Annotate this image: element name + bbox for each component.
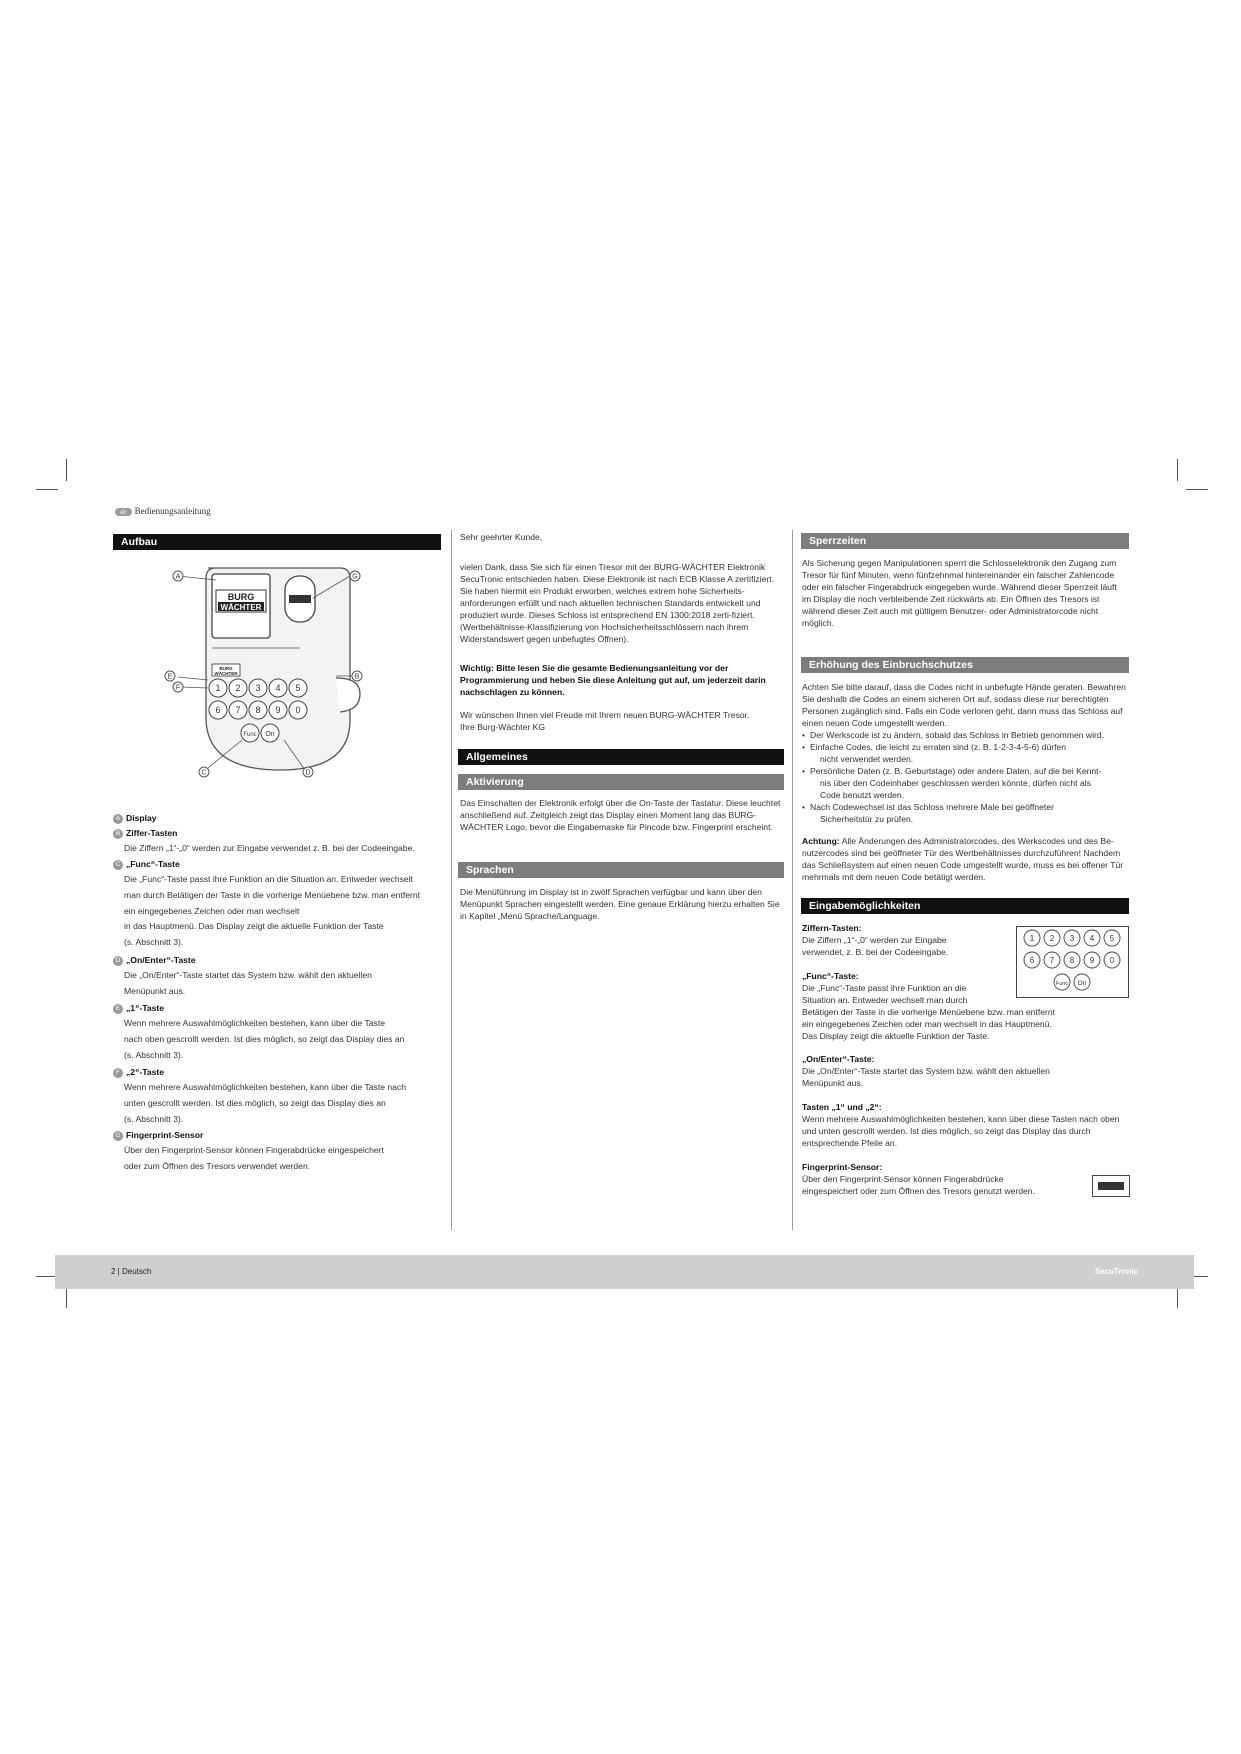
section-title-aufbau: Aufbau — [113, 534, 441, 550]
intro-text: vielen Dank, dass Sie sich für einen Tresor mit der BURG-WÄCHTER Elektronik SecuTronic entschieden haben. Diese Elektronik ist nach ECB Klasse A zertifiziert. Sie haben hiermit ein Produkt erworben, welches extrem hohe Sicherheits-anforderungen erfüllt und nach aktuellen technischen Standards entwickelt und produziert wurde. Dieses Schloss ist entsprechend EN 1300:2018 zerti-fiziert. (Wertbehältnisse-Klassifizierung von Hochsicherheitsschlössern nach ihrem Widerstandswert gegen unbefugtes Öffnen). — [460, 562, 774, 644]
ziffern-block: Ziffern-Tasten: Die Ziffern „1“-„0“ werden zur Eingabe verwendet, z. B. bei der Codeeingabe. — [802, 923, 949, 957]
svg-text:4: 4 — [1089, 934, 1095, 943]
page-footer — [55, 1255, 1194, 1289]
legend-b: B Ziffer-Tasten — [113, 826, 177, 841]
header-title: Bedienungsanleitung — [134, 506, 211, 516]
legend-g: G Fingerprint-Sensor — [113, 1128, 203, 1143]
key-4: 4 — [275, 683, 281, 693]
achtung-text: Achtung: Alle Änderungen des Administratorcodes, des Werkscodes und des Be-nutzercodes sind bei geöffneter Tür des Wertbehältnisses durchzuführen! Nachdem das Schließsystem auf einen neuen Code umgestellt wurde, muss es bei offener Tür mehrmals mit dem neuen Code betätigt werden. — [802, 836, 1124, 882]
key-2: 2 — [235, 683, 241, 693]
legend-f: F „2“-Taste — [113, 1065, 164, 1080]
key-8: 8 — [255, 705, 261, 715]
footer-product: SecuTronic — [1094, 1267, 1138, 1276]
legend-d: D „On/Enter“-Taste — [113, 953, 196, 968]
language-badge: de — [115, 508, 132, 516]
fingerprint-block: Fingerprint-Sensor: Über den Fingerprint-Sensor können Fingerabdrücke eingespeichert oder zum Öffnen des Tresors genutzt werden. — [802, 1162, 1035, 1196]
keypad-diagram — [160, 560, 380, 780]
logo-line1: BURG — [227, 592, 255, 602]
important-notice: Wichtig: Bitte lesen Sie die gesamte Bedienungsanleitung vor der Programmierung und heben Sie diese Anleitung gut auf, um jederzeit darin nachschlagen zu können. — [460, 663, 766, 697]
fingerprint-icon — [1092, 1175, 1130, 1197]
key-6: 6 — [215, 705, 221, 715]
section-title-erhoehung: Erhöhung des Einbruchschutzes — [801, 657, 1129, 673]
callout-e: E — [167, 673, 173, 681]
svg-text:On: On — [1077, 980, 1087, 987]
crop-mark — [1186, 489, 1208, 490]
section-title-sprachen: Sprachen — [458, 862, 784, 878]
small-logo-2: WÄCHTER — [214, 671, 238, 676]
small-logo-1: BURG — [219, 666, 233, 671]
crop-mark — [1177, 459, 1178, 481]
legend-e: E „1“-Taste — [113, 1001, 164, 1016]
legend-a: A Display — [113, 811, 157, 826]
closing-text: Wir wünschen Ihnen viel Freude mit Ihrem neuen BURG-WÄCHTER Tresor. Ihre Burg-Wächter KG — [460, 710, 750, 732]
key-0: 0 — [295, 705, 301, 715]
callout-f: F — [175, 684, 181, 692]
legend-e-text: Wenn mehrere Auswahlmöglichkeiten bestehen, kann über die Taste nach oben gescrollt werden. Ist dies möglich, so zeigt das Display dies an (s. Abschnitt 3). — [124, 1018, 405, 1060]
svg-text:5: 5 — [1109, 934, 1115, 943]
legend-b-text: Die Ziffern „1“-„0“ werden zur Eingabe verwendet z. B. bei der Codeeingabe. — [124, 843, 415, 853]
crop-mark — [66, 459, 67, 481]
aktivierung-text: Das Einschalten der Elektronik erfolgt über die On-Taste der Tastatur. Diese leuchtet anschließend auf. Zeitgleich zeigt das Display einen Moment lang das BURG-WÄCHTER Logo, bevor die Eingabemaske für Pincode bzw. Fingerprint erscheint. — [460, 798, 781, 832]
svg-text:1: 1 — [1029, 934, 1035, 943]
section-title-eingabe: Eingabemöglichkeiten — [801, 898, 1129, 914]
svg-text:0: 0 — [1109, 956, 1115, 965]
legend-g-text: Über den Fingerprint-Sensor können Fingerabdrücke eingespeichert oder zum Öffnen des Tresors verwendet werden. — [124, 1145, 384, 1171]
sprachen-text: Die Menüführung im Display ist in zwölf Sprachen verfügbar und kann über den Menüpunkt Sprachen eingestellt werden. Eine genaue Erklärung hierzu erhalten Sie in Kapitel „Menü Sprache/Language. — [460, 887, 780, 921]
svg-text:Func: Func — [1055, 981, 1069, 987]
legend-f-text: Wenn mehrere Auswahlmöglichkeiten bestehen, kann über die Taste nach unten gescrollt werden. Ist dies möglich, so zeigt das Display dies an (s. Abschnitt 3). — [124, 1082, 407, 1124]
legend-c: C „Func“-Taste — [113, 857, 180, 872]
callout-a: A — [175, 573, 181, 581]
key-5: 5 — [295, 683, 301, 693]
key-3: 3 — [255, 683, 261, 693]
svg-text:9: 9 — [1089, 956, 1095, 965]
page-number: 2 | Deutsch — [111, 1267, 152, 1276]
key-on: On — [265, 731, 275, 738]
logo-line2: WÄCHTER — [220, 603, 262, 612]
svg-text:6: 6 — [1029, 956, 1035, 965]
greeting: Sehr geehrter Kunde, — [460, 532, 543, 542]
page-header — [115, 506, 211, 516]
callout-b: B — [354, 673, 360, 681]
svg-text:2: 2 — [1049, 934, 1055, 943]
callout-c: C — [201, 769, 207, 777]
key-9: 9 — [275, 705, 281, 715]
svg-text:8: 8 — [1069, 956, 1075, 965]
legend-c-text: Die „Func“-Taste passt ihre Funktion an die Situation an. Entweder wechselt man durch Betätigen der Taste in die vorherige Menüebene bzw. man entfernt ein eingegebenes Zeichen oder man wechselt in das Hauptmenü. Das Display zeigt die aktuelle Funktion der Taste (s. Abschnitt 3). — [124, 874, 421, 948]
column-divider — [792, 530, 793, 1230]
callout-d: D — [305, 769, 311, 777]
section-title-aktivierung: Aktivierung — [458, 774, 784, 790]
section-title-allgemeines: Allgemeines — [458, 749, 784, 765]
section-title-sperrzeiten: Sperrzeiten — [801, 533, 1129, 549]
tasten-block: Tasten „1“ und „2“: Wenn mehrere Auswahlmöglichkeiten bestehen, kann über diese Tasten nach oben und unten gescrollt werden. Ist dies möglich, so zeigt das Display das durch entsprechende Pfeile an. — [802, 1102, 1120, 1148]
column-divider — [451, 530, 452, 1230]
crop-mark — [66, 1286, 67, 1308]
func-block: „Func“-Taste: Die „Func“-Taste passt ihre Funktion an die Situation an. Entweder wechselt man durch Betätigen der Taste in die vorherige Menüebene bzw. man entfernt ein eingegebenes Zeichen oder man wechselt in das Hauptmenü. Das Display zeigt die aktuelle Funktion der Taste. — [802, 971, 1056, 1041]
callout-g: G — [352, 573, 358, 581]
key-func: Func — [243, 732, 257, 738]
erhoehung-text: Achten Sie bitte darauf, dass die Codes nicht in unbefugte Hände geraten. Bewahren Sie deshalb die Codes an einem sicheren Ort auf, sodass diese nur berechtigten Personen zugänglich sind. Falls ein Code verloren geht, dann muss das Schloss auf einen neuen Code umgestellt werden. • Der Werkscode ist zu ändern, sobald das Schloss in Betrieb genommen wird. • Einfache Codes, die leicht zu erraten sind (z. B. 1-2-3-4-5-6) dürfen nicht verwendet werden. • Persönliche Daten (z. B. Geburtstage) oder andere Daten, auf die bei Kennt- nis über den Codeinhaber geschlossen werden könnte, dürfen nicht als Code benutzt werden. • Nach Codewechsel ist das Schloss mehrere Male bei geöffneter Sicherheitstür zu prüfen. — [802, 681, 1128, 825]
crop-mark — [1177, 1286, 1178, 1308]
legend-d-text: Die „On/Enter“-Taste startet das System bzw. wählt den aktuellen Menüpunkt aus. — [124, 970, 372, 996]
svg-text:3: 3 — [1069, 934, 1075, 943]
key-1: 1 — [215, 683, 221, 693]
sperrzeiten-text: Als Sicherung gegen Manipulationen sperrt die Schlosselektronik den Zugang zum Tresor für fünf Minuten, wenn fünfzehnmal hintereinander ein falscher Zahlencode oder ein falscher Fingerabdruck eingegeben wurde. Während dieser Sperrzeit läuft im Display die noch verbleibende Zeit rückwärts ab. Ein Öffnen des Tresors ist während dieser Zeit auch mit gültigem Benutzer- oder Administratorcode nicht möglich. — [802, 558, 1117, 628]
key-7: 7 — [235, 705, 241, 715]
on-block: „On/Enter“-Taste: Die „On/Enter“-Taste startet das System bzw. wählt den aktuellen Menüpunkt aus. — [802, 1054, 1050, 1088]
svg-text:7: 7 — [1049, 956, 1055, 965]
crop-mark — [36, 489, 58, 490]
